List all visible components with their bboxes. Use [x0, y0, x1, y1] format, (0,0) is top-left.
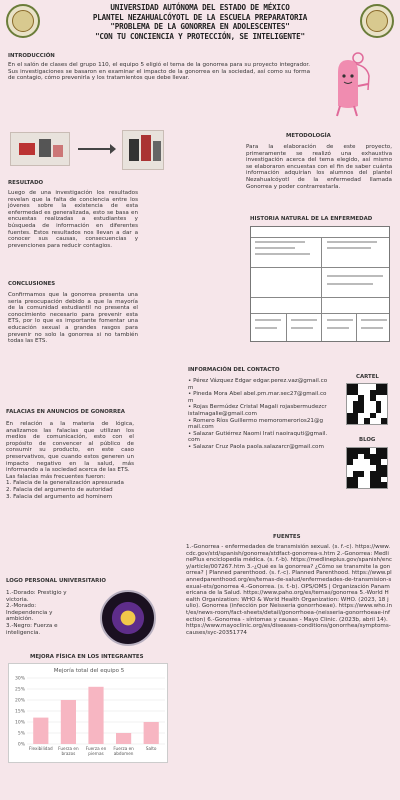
conclusions-title: CONCLUSIONES [8, 281, 56, 287]
fallacy-item: 1. Falacia de la generalización apresurada [6, 480, 124, 487]
conclusions-text: Confirmamos que la gonorrea presenta una seria preocupación debido a que la mayoría de la comunidad estudiantil no presenta el conocimiento necesario para prevenir esta ETS, por lo que es importante fomentar una educación sexual a grandes rasgos para prevenir no solo la gonorrea si no también todas las ETS. [8, 292, 138, 345]
chart-y-tick-label: 10% [14, 720, 25, 726]
sources-text: 1.-Gonorrea - enfermedades de transmisión sexual. (s. f.-c). https://www.cdc.gov/std/spanish/gonorrea/stdfact-gonorrea-s.htm 2.-Gonorrea: MedlinePlus enciclopedia médica. (s. f.-b). https://medlineplus.gov/spanish/ency/article/007267.htm 3.-¿Qué es la gonorrea? ¿Cómo se transmite la gonorrea? | Planned parenthood. (s. f.-c). Planned Parenthood. https://www.plannedparenthood.org/es/temas-de-salud/enfermedades-de-transmision-sexual-ets/gonorrea 4.-Gonorrea. (s. f.-b). OPS/OMS | Organización Panamericana de la Salud. https://www.paho.org/es/temas/gonorrea 5.-World Health Organization: WHO & World Health Organization: WHO. (2023, 18 julio). Gonorrea (infección por Neisseria gonorrhoeae). https://www.who.int/es/news-room/fact-sheets/detail/gonorrhoea-(neisseria-gonorrhoeae-infection) 6.-Gonorrea - síntomas y causas - Mayo Clinic. (2023b, abril 14). https://www.mayoclinic.org/es/diseases-conditions/gonorrhea/symptoms-causes/syc-20351774 [186, 544, 392, 636]
chart-bar [116, 733, 131, 744]
contact-entry: • Rojas Bermúdez Cristal Magali rojasbermudezcristalmagalie@gmail.com [188, 404, 327, 417]
chart-bar [144, 722, 159, 744]
fallacies-list-intro: Las falacias más frecuentes fueron: [6, 473, 106, 480]
fallacy-item: 3. Falacia del argumento ad hominem [6, 493, 113, 500]
contact-entry: • Romero Ríos Guillermo memoromerorios21@gmail.com [188, 417, 324, 431]
contact-entry: • Pérez Vázquez Edgar edgar.perez.vaz@gmail.com [188, 378, 328, 391]
fallacies-text: En relación a la materia de lógica, analizamos las falacias que utilizan los medios de comunicación, esto con el propósito de convencer al público de consumir su producto, en este caso preservativos, que cuando estos generen un impacto negativo en la salud, más informando a la sociedad acerca de las ETS. [6, 421, 134, 474]
contact-entry: • Salazar Gutiérrez Naomi Iratí naoiraquti@gmail.com [188, 430, 328, 444]
fallacies-section [6, 421, 134, 500]
logo-colors-list [6, 590, 76, 636]
methodology-title: METODOLOGÍA [286, 133, 331, 139]
blog-qr-code[interactable] [346, 447, 388, 489]
chart-x-tick-label: abdomen [113, 751, 134, 756]
cartel-qr-code[interactable] [346, 383, 388, 425]
survey-photo-2 [122, 130, 164, 170]
chart-bar [61, 700, 76, 744]
university-seal-left [6, 4, 40, 38]
contact-entry: • Pineda Mora Abel abel.pm.mar.sec27@gmail.com [188, 391, 327, 404]
chart-y-tick-label: 5% [17, 731, 25, 737]
physical-improvement-chart [8, 663, 168, 763]
intro-text: En el salón de clases del grupo 110, el equipo 5 eligió el tema de la gonorrea para su proyecto integrador. Sus investigaciones se basaron en examinar el impacto de la gonorrea en la sociedad, así como su forma de contagio, cómo prevenirla y los tratamientos que debe llevar. [8, 62, 310, 82]
logo-title: LOGO PERSONAL UNIVERSITARIO [6, 578, 106, 584]
methodology-text: Para la elaboración de este proyecto, primeramente se realizó una exhaustiva investigación acerca del tema elegido, así mismo se elaboraron encuestas con el fin de saber cuánta información adquirían los alumnos del plantel Nezahualcóyotl de la enfermedad llamada Gonorrea y poder contrarrestarla. [246, 144, 392, 190]
logo-color-item: 3.-Negro: Fuerza e inteligencia. [6, 622, 58, 636]
chart-y-tick-label: 25% [14, 687, 25, 693]
arrow-right-icon [76, 141, 116, 155]
logo-color-item: 2.-Morado: Independencia y ambición. [6, 603, 53, 623]
fallacy-item: 2. Falacia del argumento de autoridad [6, 486, 113, 493]
chart-bar [33, 718, 48, 744]
chart-y-tick-label: 15% [14, 709, 25, 715]
cartel-label: CARTEL [356, 374, 379, 380]
chart-x-tick-label: Fuerza en [85, 746, 107, 751]
natural-history-table [250, 226, 390, 342]
chart-bar [88, 687, 103, 744]
blog-label: BLOG [359, 437, 376, 443]
chart-title: Mejoría total del equipo 5 [53, 668, 125, 674]
physical-improvement-title: MEJORA FÍSICA EN LOS INTEGRANTES [30, 654, 144, 660]
bar-chart-svg [9, 664, 169, 764]
header-line-plantel: PLANTEL NEZAHUALCÓYOTL DE LA ESCUELA PREPARATORIA [92, 12, 308, 22]
sources-title: FUENTES [273, 534, 301, 540]
fallacies-title: FALACIAS EN ANUNCIOS DE GONORREA [6, 409, 125, 415]
chart-x-tick-label: Salto [145, 746, 157, 751]
result-title: RESULTADO [8, 180, 44, 186]
natural-history-title: HISTORIA NATURAL DE LA ENFERMEDAD [250, 216, 373, 222]
condom-mascot-illustration [322, 50, 378, 120]
contact-entry: • Salazar Cruz Paola paola.salazarcr@gmail.com [188, 443, 324, 450]
chart-y-tick-label: 20% [14, 698, 25, 704]
chart-y-tick-label: 0% [17, 742, 25, 748]
contact-title: INFORMACIÓN DEL CONTACTO [188, 367, 280, 373]
header-line-university: UNIVERSIDAD AUTÓNOMA DEL ESTADO DE MÉXICO [110, 3, 290, 12]
chart-x-tick-label: Fuerza en [58, 746, 79, 751]
header-line-slogan: "CON TU CONCIENCIA Y PROTECCIÓN, SE INTELIGENTE" [95, 31, 305, 41]
university-personal-logo [100, 590, 156, 646]
survey-photo-1 [10, 132, 70, 166]
poster-header [52, 3, 348, 41]
intro-title: INTRODUCCIÓN [8, 53, 55, 59]
header-line-project: "PROBLEMA DE LA GONORREA EN ADOLESCENTES" [110, 22, 290, 32]
university-seal-right [360, 4, 394, 38]
chart-x-tick-label: Fuerza en [113, 746, 134, 751]
chart-y-tick-label: 30% [14, 676, 25, 682]
chart-x-tick-label: brazos [61, 751, 76, 756]
chart-x-tick-label: Flexibilidad [28, 746, 53, 751]
chart-x-tick-label: piernas [88, 751, 104, 756]
contact-list [188, 378, 328, 451]
result-text: Luego de una investigación los resultados revelan que la falta de conciencia entre los jóvenes sobre la existencia de esta enfermedad es generalizada, esto se basa en encuestas realizadas a estudiantes y búsqueda de información en diferentes fuentes. Estos resultados nos llevan a dar a conocer sus causas, consecuencias y prevenciones para reducir contagios. [8, 190, 138, 249]
logo-color-item: 1.-Dorado: Prestigio y victoria. [6, 590, 67, 603]
